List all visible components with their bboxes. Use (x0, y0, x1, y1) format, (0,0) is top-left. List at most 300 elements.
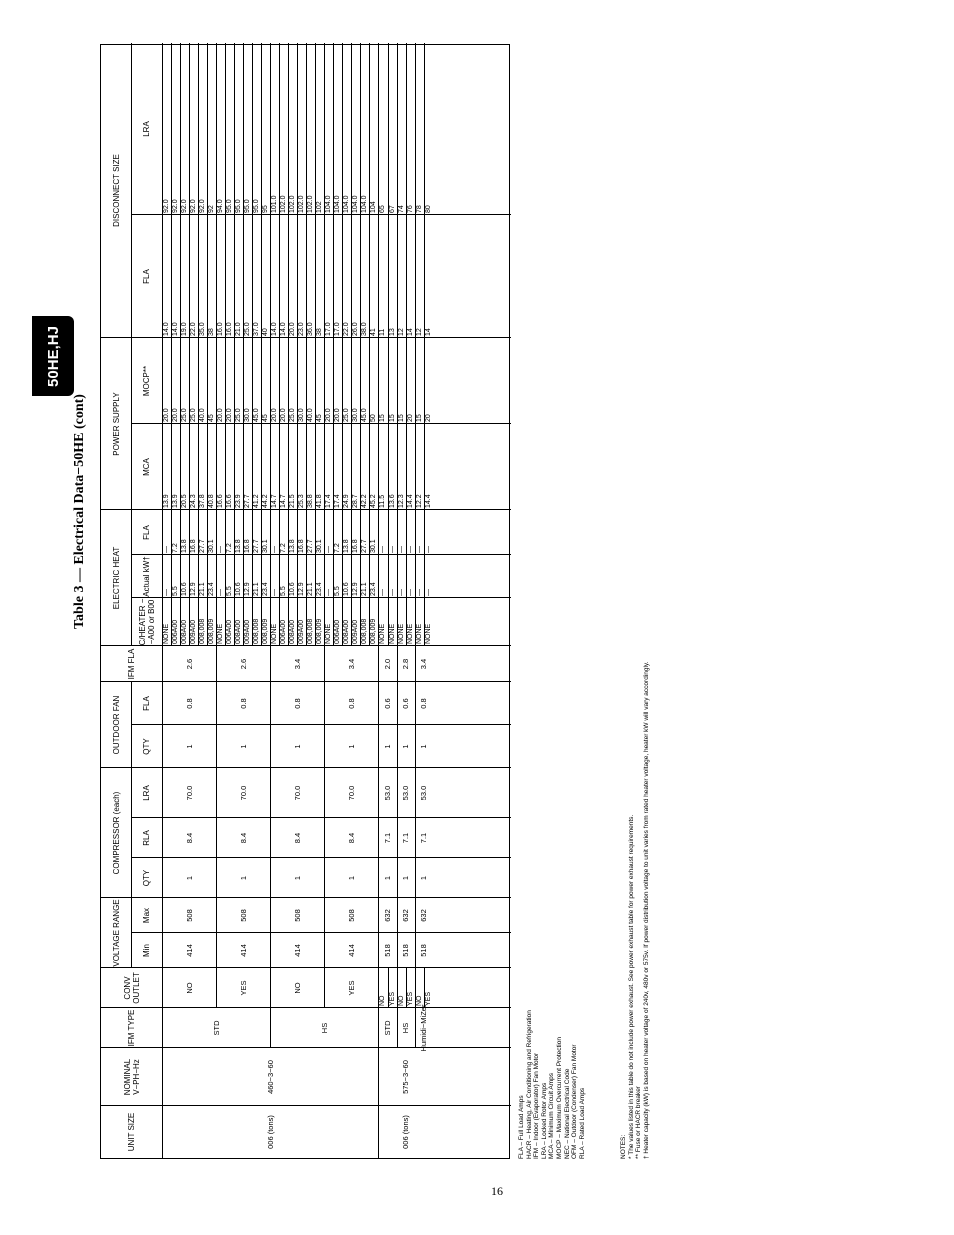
header-voltage-range: VOLTAGE RANGE (111, 899, 121, 967)
cell-actual-kw: 12.9 (190, 582, 198, 596)
cell-disconnect-fla: 20.0 (289, 322, 297, 336)
cell-disconnect-lra: 102.0 (280, 195, 288, 213)
cell-actual-kw: 12.9 (244, 582, 252, 596)
cell-heater: NONE (397, 623, 405, 644)
cell-mocp: 15 (388, 414, 396, 422)
cell-disconnect-fla: 12 (415, 328, 423, 336)
cell-mca: 14.7 (271, 494, 279, 508)
cell-mca: 23.9 (235, 494, 243, 508)
cell-disconnect-fla: 14 (424, 328, 432, 336)
unit-size: 006 (tons) (265, 1115, 275, 1149)
cell-mca: 27.7 (244, 494, 252, 508)
cell-heater: NONE (217, 623, 225, 644)
cell-actual-kw: — (424, 589, 432, 596)
cell-compressor-qty: 1 (382, 875, 392, 881)
note-item: † Heater capacity (kW) is based on heater voltage of 240v, 480v or 575v. If power distribution voltage to unit varies from rated heater voltage, heater kW will vary accordingly. (642, 661, 650, 1159)
cell-heat-fla: 7.2 (226, 543, 234, 553)
cell-disconnect-lra: 102 (316, 201, 324, 213)
cell-fan-qty: 1 (238, 744, 248, 749)
cell-disconnect-lra: 102.0 (298, 195, 306, 213)
note-item: * The values listed in this table do not include power exhaust. See power exhaust table for power exhaust requirements. (627, 814, 635, 1159)
cell-mca: 11.5 (379, 494, 387, 508)
header-compressor-lra: LRA (142, 785, 151, 801)
cell-compressor-qty: 1 (184, 875, 194, 881)
cell-disconnect-lra: 78 (415, 205, 423, 213)
cell-disconnect-fla: 37.0 (253, 322, 261, 336)
cell-mocp: 20 (406, 414, 414, 422)
cell-heater: NONE (388, 623, 396, 644)
cell-actual-kw: 10.6 (181, 582, 189, 596)
cell-max: 508 (184, 909, 194, 922)
note-item: NOTES: (620, 1134, 627, 1159)
cell-disconnect-lra: 80 (424, 205, 432, 213)
cell-mocp: 45 (262, 414, 270, 422)
cell-mca: 13.9 (163, 494, 170, 508)
cell-fan-qty: 1 (184, 744, 194, 749)
cell-mocp: 45 (316, 414, 324, 422)
row-divider (131, 682, 132, 768)
header-min: Min (142, 944, 151, 957)
cell-actual-kw: 23.4 (262, 582, 270, 596)
cell-fan-fla: 0.8 (419, 698, 429, 709)
cell-disconnect-lra: 92.0 (163, 199, 170, 213)
cell-rla: 8.4 (184, 832, 194, 844)
cell-fan-qty: 1 (419, 744, 429, 749)
header-actual-kw: Actual kW† (142, 556, 151, 597)
header-mocp: MOCP** (142, 365, 151, 397)
cell-actual-kw: — (415, 589, 423, 596)
cell-heater: 008A00 (181, 619, 189, 644)
header-disconnect-fla: FLA (142, 269, 151, 284)
cell-rla: 8.4 (292, 832, 302, 844)
cell-disconnect-fla: 17.0 (325, 322, 333, 336)
legend-item: LRA – Locked Rotor Amps (540, 1082, 548, 1159)
cell-min: 518 (419, 944, 429, 957)
cell-mca: 12.3 (397, 494, 405, 508)
rotated-page (72, 44, 650, 1159)
cell-mca: 45.2 (370, 494, 378, 508)
cell-actual-kw: 10.6 (235, 582, 243, 596)
cell-disconnect-fla: 19.0 (181, 322, 189, 336)
header-nominal-voltage: NOMINAL V−PH−Hz (122, 1058, 141, 1096)
cell-actual-kw: 21.1 (307, 582, 315, 596)
cell-mca: 17.4 (325, 494, 333, 508)
cell-disconnect-fla: 40 (262, 328, 270, 336)
cell-heat-fla: 13.8 (289, 539, 297, 553)
cell-mca: 42.2 (361, 494, 369, 508)
ifm-type: Humidi−MiZer (419, 1004, 429, 1052)
header-heat-fla: FLA (142, 525, 151, 540)
row-divider (131, 510, 132, 646)
row-divider (131, 338, 132, 510)
cell-disconnect-fla: 38.0 (361, 322, 369, 336)
cell-actual-kw: 23.4 (370, 582, 378, 596)
cell-mocp: 25.0 (289, 408, 297, 422)
cell-disconnect-lra: 104.0 (325, 195, 333, 213)
cell-heater: 006A00 (334, 619, 342, 644)
cell-ifm-fla: 3.4 (346, 658, 356, 670)
cell-disconnect-fla: 22.0 (343, 322, 351, 336)
cell-actual-kw: — (379, 589, 387, 596)
cell-disconnect-lra: 95 (262, 205, 270, 213)
cell-compressor-lra: 70.0 (346, 785, 356, 801)
cell-disconnect-fla: 17.0 (334, 322, 342, 336)
cell-heater: 008A00 (343, 619, 351, 644)
cell-disconnect-lra: 74 (397, 205, 405, 213)
cell-disconnect-fla: 14.0 (280, 322, 288, 336)
row-divider (406, 968, 407, 1008)
cell-mca: 16.6 (217, 494, 225, 508)
cell-disconnect-fla: 13 (388, 328, 396, 336)
cell-heat-fla: — (163, 546, 170, 553)
cell-disconnect-lra: 104.0 (343, 195, 351, 213)
cell-disconnect-lra: 102.0 (307, 195, 315, 213)
cell-mocp: 40.0 (199, 408, 207, 422)
ifm-type: HS (401, 1022, 411, 1034)
cell-actual-kw: 21.1 (253, 582, 261, 596)
cell-compressor-lra: 53.0 (419, 785, 429, 801)
conv-outlet: YES (346, 980, 356, 996)
cell-heater: 008,008 (361, 618, 369, 644)
cell-disconnect-fla: 22.0 (190, 322, 198, 336)
cell-disconnect-fla: 14.0 (271, 322, 279, 336)
cell-heater: NONE (424, 623, 432, 644)
cell-actual-kw: 10.6 (343, 582, 351, 596)
cell-mocp: 45.0 (253, 408, 261, 422)
row-divider (131, 43, 132, 338)
cell-mocp: 20.0 (280, 408, 288, 422)
cell-disconnect-lra: 104.0 (352, 195, 360, 213)
ifm-type: HS (319, 1022, 329, 1034)
cell-actual-kw: 23.4 (208, 582, 216, 596)
cell-mca: 40.8 (208, 494, 216, 508)
table-title: Table 3 — Electrical Data−50HE (cont) (72, 394, 87, 629)
cell-min: 414 (184, 944, 194, 957)
cell-mca: 14.7 (280, 494, 288, 508)
row-divider (270, 1008, 271, 1048)
cell-max: 632 (419, 909, 429, 922)
cell-disconnect-fla: 25.0 (244, 322, 252, 336)
cell-heater: 006A00 (280, 619, 288, 644)
cell-disconnect-lra: 101.0 (271, 195, 279, 213)
header-conv-outlet: CONV OUTLET (122, 972, 141, 1004)
cell-mca: 17.4 (334, 494, 342, 508)
cell-mocp: 20.0 (334, 408, 342, 422)
cell-fan-qty: 1 (292, 744, 302, 749)
cell-disconnect-lra: 92.0 (172, 199, 180, 213)
cell-compressor-lra: 53.0 (401, 785, 411, 801)
cell-min: 518 (401, 944, 411, 957)
cell-mca: 16.6 (226, 494, 234, 508)
cell-compressor-lra: 70.0 (184, 785, 194, 801)
cell-heat-fla: 16.8 (190, 539, 198, 553)
conv-outlet: NO (415, 995, 423, 1006)
note-item: ** Fuse or HACR breaker (635, 1086, 643, 1159)
conv-outlet: YES (388, 991, 396, 1006)
cell-disconnect-fla: 26.0 (352, 322, 360, 336)
row-divider (388, 968, 389, 1008)
header-mca: MCA (142, 458, 151, 476)
cell-disconnect-fla: 36.0 (307, 322, 315, 336)
cell-fan-fla: 0.8 (238, 698, 248, 709)
cell-heat-fla: 16.8 (298, 539, 306, 553)
cell-rla: 8.4 (238, 832, 248, 844)
cell-fan-fla: 0.6 (382, 698, 392, 709)
legend-item: FLA – Full Load Amps (518, 1095, 525, 1159)
cell-actual-kw: — (397, 589, 405, 596)
cell-heater: 008,009 (370, 618, 378, 644)
cell-actual-kw: 5.5 (172, 586, 180, 596)
ifm-type: STD (211, 1020, 221, 1036)
cell-fan-qty: 1 (382, 744, 392, 749)
cell-actual-kw: 12.9 (298, 582, 306, 596)
cell-min: 518 (382, 944, 392, 957)
cell-actual-kw: 12.9 (352, 582, 360, 596)
cell-disconnect-fla: 11 (379, 328, 387, 336)
cell-mocp: 20.0 (226, 408, 234, 422)
row-divider (131, 768, 132, 898)
cell-mocp: 20.0 (325, 408, 333, 422)
cell-mocp: 15 (397, 414, 405, 422)
cell-heater: NONE (271, 623, 279, 644)
cell-ifm-fla: 2.8 (401, 658, 411, 670)
cell-max: 508 (346, 909, 356, 922)
cell-mca: 38.8 (307, 494, 315, 508)
conv-outlet: NO (397, 995, 405, 1006)
header-fan-qty: QTY (142, 738, 151, 755)
side-tab-label: 50HE,HJ (44, 325, 62, 387)
cell-mocp: 20.0 (271, 408, 279, 422)
conv-outlet: NO (292, 982, 302, 994)
cell-mocp: 40.0 (307, 408, 315, 422)
cell-disconnect-lra: 92.0 (190, 199, 198, 213)
cell-heater: 008,008 (199, 618, 207, 644)
cell-heat-fla: 27.7 (361, 539, 369, 553)
cell-actual-kw: 21.1 (199, 582, 207, 596)
header-rla: RLA (142, 830, 151, 846)
cell-actual-kw: — (163, 589, 170, 596)
cell-disconnect-fla: 14 (406, 328, 414, 336)
header-ifm-fla: IFM FLA (127, 648, 136, 680)
cell-mca: 41.8 (316, 494, 324, 508)
cell-fan-fla: 0.6 (401, 698, 411, 709)
cell-disconnect-lra: 104.0 (361, 195, 369, 213)
cell-max: 508 (238, 909, 248, 922)
cell-min: 414 (292, 944, 302, 957)
cell-heat-fla: 27.7 (307, 539, 315, 553)
cell-mocp: 50 (370, 414, 378, 422)
cell-heat-fla: 30.1 (262, 539, 270, 553)
cell-mca: 44.2 (262, 494, 270, 508)
cell-disconnect-lra: 95.0 (226, 199, 234, 213)
nominal-voltage: 575−3−60 (401, 1060, 411, 1094)
cell-mca: 25.3 (298, 494, 306, 508)
cell-heat-fla: — (217, 546, 225, 553)
cell-disconnect-lra: 95.0 (244, 199, 252, 213)
cell-compressor-lra: 53.0 (382, 785, 392, 801)
cell-heat-fla: 27.7 (199, 539, 207, 553)
cell-disconnect-lra: 92.0 (199, 199, 207, 213)
header-heater: C/HEATER −−A00 or B00 (137, 598, 156, 646)
side-tab (32, 316, 74, 396)
cell-mca: 20.5 (181, 494, 189, 508)
cell-disconnect-lra: 95.0 (253, 199, 261, 213)
header-ifm-type: IFM TYPE (127, 1009, 136, 1047)
cell-heat-fla: — (406, 546, 414, 553)
cell-heat-fla: — (379, 546, 387, 553)
cell-mocp: 30.0 (352, 408, 360, 422)
cell-actual-kw: — (271, 589, 279, 596)
cell-fan-fla: 0.8 (184, 698, 194, 709)
cell-mca: 41.2 (253, 494, 261, 508)
cell-mocp: 15 (379, 414, 387, 422)
legend-item: MOCP – Maximum Overcurrent Protection (555, 1037, 563, 1159)
cell-disconnect-lra: 104.0 (334, 195, 342, 213)
legend-item: MCA – Minimum Circuit Amps (548, 1073, 556, 1159)
header-outdoor-fan: OUTDOOR FAN (111, 695, 121, 755)
cell-mca: 13.9 (172, 494, 180, 508)
cell-mca: 28.7 (352, 494, 360, 508)
cell-disconnect-lra: 76 (406, 205, 414, 213)
cell-heat-fla: — (388, 546, 396, 553)
page-number: 16 (491, 1184, 503, 1198)
cell-heater: 009A00 (244, 619, 252, 644)
cell-mocp: 25.0 (235, 408, 243, 422)
cell-mocp: 20.0 (163, 408, 170, 422)
cell-rla: 7.1 (382, 832, 392, 844)
cell-compressor-qty: 1 (238, 875, 248, 881)
cell-disconnect-lra: 92.0 (181, 199, 189, 213)
cell-disconnect-fla: 16.0 (217, 322, 225, 336)
cell-heat-fla: 30.1 (208, 539, 216, 553)
cell-heater: 006A00 (172, 619, 180, 644)
legend-item: RLA – Rated Load Amps (578, 1087, 586, 1159)
cell-heat-fla: — (271, 546, 279, 553)
cell-heater: 009A00 (190, 619, 198, 644)
cell-rla: 7.1 (401, 832, 411, 844)
ifm-type: STD (382, 1020, 392, 1036)
cell-actual-kw: — (217, 589, 225, 596)
cell-disconnect-fla: 41 (370, 328, 378, 336)
cell-disconnect-lra: 102.0 (289, 195, 297, 213)
cell-actual-kw: — (325, 589, 333, 596)
cell-mocp: 45.0 (361, 408, 369, 422)
row-divider (131, 898, 132, 968)
cell-disconnect-fla: 21.0 (235, 322, 243, 336)
cell-disconnect-fla: 23.0 (298, 322, 306, 336)
cell-actual-kw: 5.5 (334, 586, 342, 596)
cell-heater: NONE (163, 623, 170, 644)
cell-heat-fla: — (397, 546, 405, 553)
cell-max: 508 (292, 909, 302, 922)
cell-heater: 008,009 (262, 618, 270, 644)
cell-mca: 14.4 (406, 494, 414, 508)
conv-outlet: NO (379, 995, 387, 1006)
cell-compressor-lra: 70.0 (292, 785, 302, 801)
cell-heater: 008,009 (316, 618, 324, 644)
cell-disconnect-lra: 65 (379, 205, 387, 213)
cell-heater: 008,009 (208, 618, 216, 644)
cell-ifm-fla: 2.6 (184, 658, 194, 670)
cell-compressor-lra: 70.0 (238, 785, 248, 801)
cell-mocp: 20 (424, 414, 432, 422)
cell-mocp: 30.0 (244, 408, 252, 422)
conv-outlet: YES (238, 980, 248, 996)
cell-heater: NONE (415, 623, 423, 644)
cell-mca: 37.8 (199, 494, 207, 508)
cell-heater: NONE (325, 623, 333, 644)
row-divider (424, 968, 425, 1008)
cell-disconnect-lra: 67 (388, 205, 396, 213)
cell-ifm-fla: 2.6 (238, 658, 248, 670)
cell-actual-kw: — (406, 589, 414, 596)
cell-max: 632 (401, 909, 411, 922)
cell-actual-kw: — (388, 589, 396, 596)
cell-heater: 006A00 (226, 619, 234, 644)
cell-compressor-qty: 1 (401, 875, 411, 881)
conv-outlet: NO (184, 982, 194, 994)
cell-actual-kw: 23.4 (316, 582, 324, 596)
cell-heat-fla: — (415, 546, 423, 553)
cell-mca: 21.5 (289, 494, 297, 508)
cell-heat-fla: 30.1 (316, 539, 324, 553)
cell-heater: 008,008 (307, 618, 315, 644)
legend (518, 1010, 586, 1159)
cell-actual-kw: 10.6 (289, 582, 297, 596)
header-unit-size: UNIT SIZE (127, 1112, 136, 1152)
cell-mocp: 20.0 (217, 408, 225, 422)
cell-mca: 24.3 (190, 494, 198, 508)
cell-fan-qty: 1 (401, 744, 411, 749)
cell-ifm-fla: 3.4 (292, 658, 302, 670)
nominal-voltage: 460−3−60 (265, 1060, 275, 1094)
cell-heater: 008,008 (253, 618, 261, 644)
legend-item: IFM – Indoor (Evaporator) Fan Motor (533, 1052, 541, 1159)
legend-item: OFM – Outdoor (Condenser) Fan Motor (571, 1044, 579, 1159)
cell-mocp: 15 (415, 414, 423, 422)
electrical-data-table (100, 44, 510, 1159)
cell-disconnect-fla: 38 (316, 328, 324, 336)
header-compressor: COMPRESSOR (each) (111, 791, 121, 875)
cell-disconnect-lra: 95.0 (235, 199, 243, 213)
unit-size: 006 (tons) (401, 1115, 411, 1149)
cell-min: 414 (346, 944, 356, 957)
cell-heat-fla: 13.8 (181, 539, 189, 553)
legend-item: NEC – National Electrical Code (563, 1068, 571, 1159)
notes (620, 662, 650, 1160)
header-disconnect-lra: LRA (142, 121, 151, 137)
cell-heater: 008A00 (289, 619, 297, 644)
cell-compressor-qty: 1 (292, 875, 302, 881)
cell-actual-kw: 5.5 (280, 586, 288, 596)
cell-heater: 008A00 (235, 619, 243, 644)
cell-mca: 13.6 (388, 494, 396, 508)
cell-disconnect-fla: 16.0 (226, 322, 234, 336)
cell-mca: 14.4 (424, 494, 432, 508)
legend-item: HACR – Heating, Air Conditioning and Refrigeration (525, 1010, 533, 1159)
cell-disconnect-lra: 94.0 (217, 199, 225, 213)
cell-disconnect-fla: 14.0 (163, 322, 170, 336)
cell-heat-fla: 16.8 (244, 539, 252, 553)
cell-heat-fla: 13.8 (235, 539, 243, 553)
cell-mocp: 30.0 (298, 408, 306, 422)
cell-compressor-qty: 1 (419, 875, 429, 881)
cell-heat-fla: — (325, 546, 333, 553)
conv-outlet: YES (424, 991, 432, 1006)
cell-heater: NONE (379, 623, 387, 644)
cell-ifm-fla: 3.4 (419, 658, 429, 670)
cell-min: 414 (238, 944, 248, 957)
